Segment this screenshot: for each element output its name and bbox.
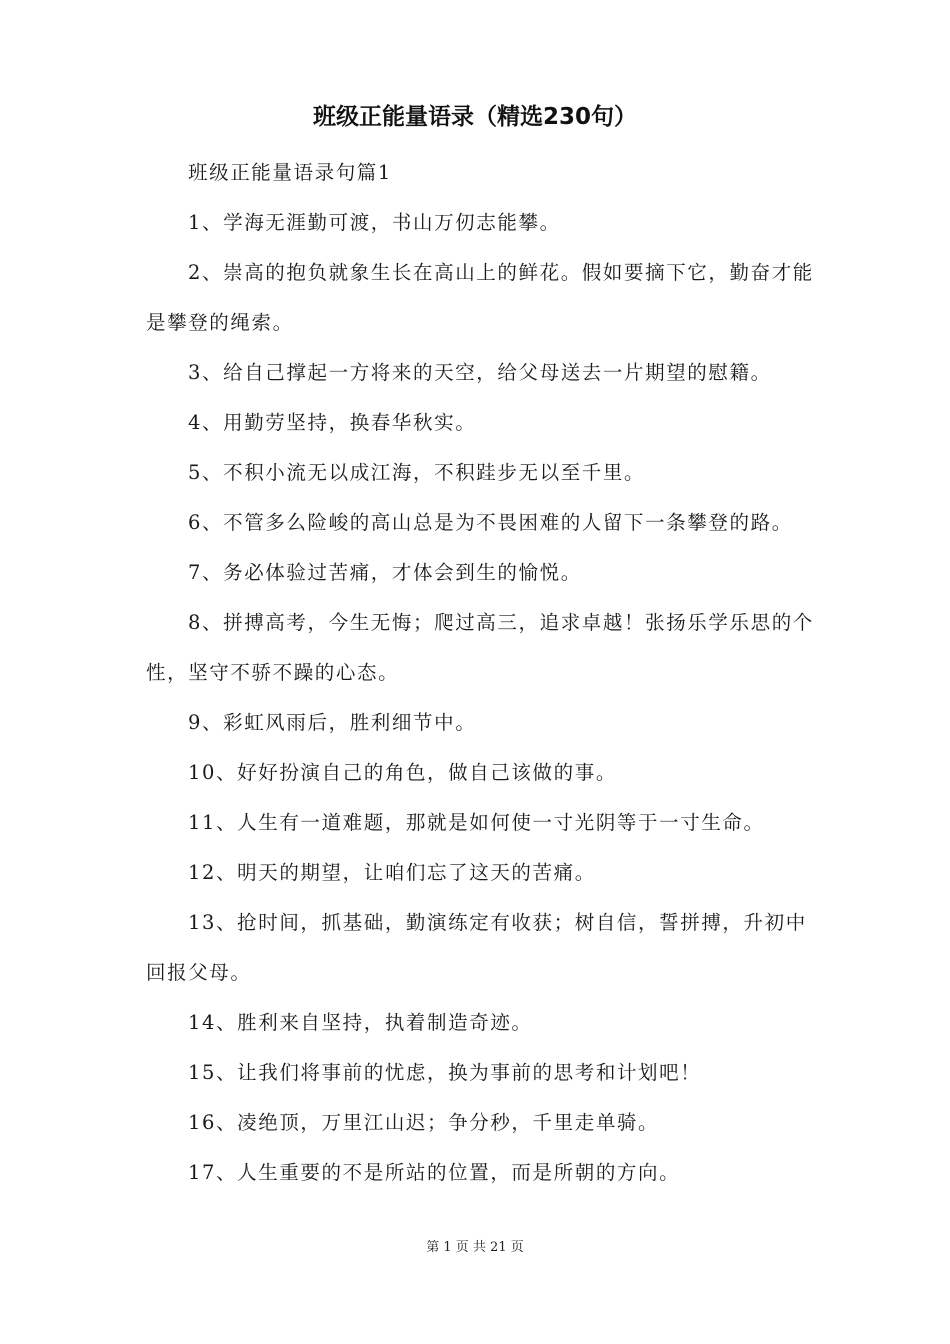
quote-item: 11、人生有一道难题，那就是如何使一寸光阴等于一寸生命。 [188,811,765,834]
quote-item: 3、给自己撑起一方将来的天空，给父母送去一片期望的慰籍。 [188,361,772,384]
quote-item: 12、明天的期望，让咱们忘了这天的苦痛。 [188,861,596,884]
quote-item: 8、拼搏高考，今生无悔；爬过高三，追求卓越！张扬乐学乐思的个性，坚守不骄不躁的心态。 [146,611,814,684]
quote-item: 17、人生重要的不是所站的位置，而是所朝的方向。 [188,1161,681,1184]
quote-item: 2、崇高的抱负就象生长在高山上的鲜花。假如要摘下它，勤奋才能是攀登的绳索。 [146,261,814,334]
quote-item: 4、用勤劳坚持，换春华秋实。 [188,411,477,434]
quote-item: 7、务必体验过苦痛，才体会到生的愉悦。 [188,561,582,584]
quote-item: 5、不积小流无以成江海，不积跬步无以至千里。 [188,461,646,484]
quote-item: 15、让我们将事前的忧虑，换为事前的思考和计划吧！ [188,1061,702,1084]
quote-item: 1、学海无涯勤可渡，书山万仞志能攀。 [188,211,561,234]
page-number-footer: 第 1 页 共 21 页 [426,1240,524,1255]
quote-item: 9、彩虹风雨后，胜利细节中。 [188,711,477,734]
quote-item: 13、抢时间，抓基础，勤演练定有收获；树自信，誓拼搏，升初中回报父母。 [146,911,807,984]
quote-item: 14、胜利来自坚持，执着制造奇迹。 [188,1011,533,1034]
section-heading: 班级正能量语录句篇1 [188,161,392,184]
quote-item: 16、凌绝顶，万里江山迟；争分秒，千里走单骑。 [188,1111,660,1134]
quote-item: 6、不管多么险峻的高山总是为不畏困难的人留下一条攀登的路。 [188,511,793,534]
document-body [146,148,818,1198]
quote-item: 10、好好扮演自己的角色，做自己该做的事。 [188,761,617,784]
document-title: 班级正能量语录（精选230句） [312,104,637,130]
